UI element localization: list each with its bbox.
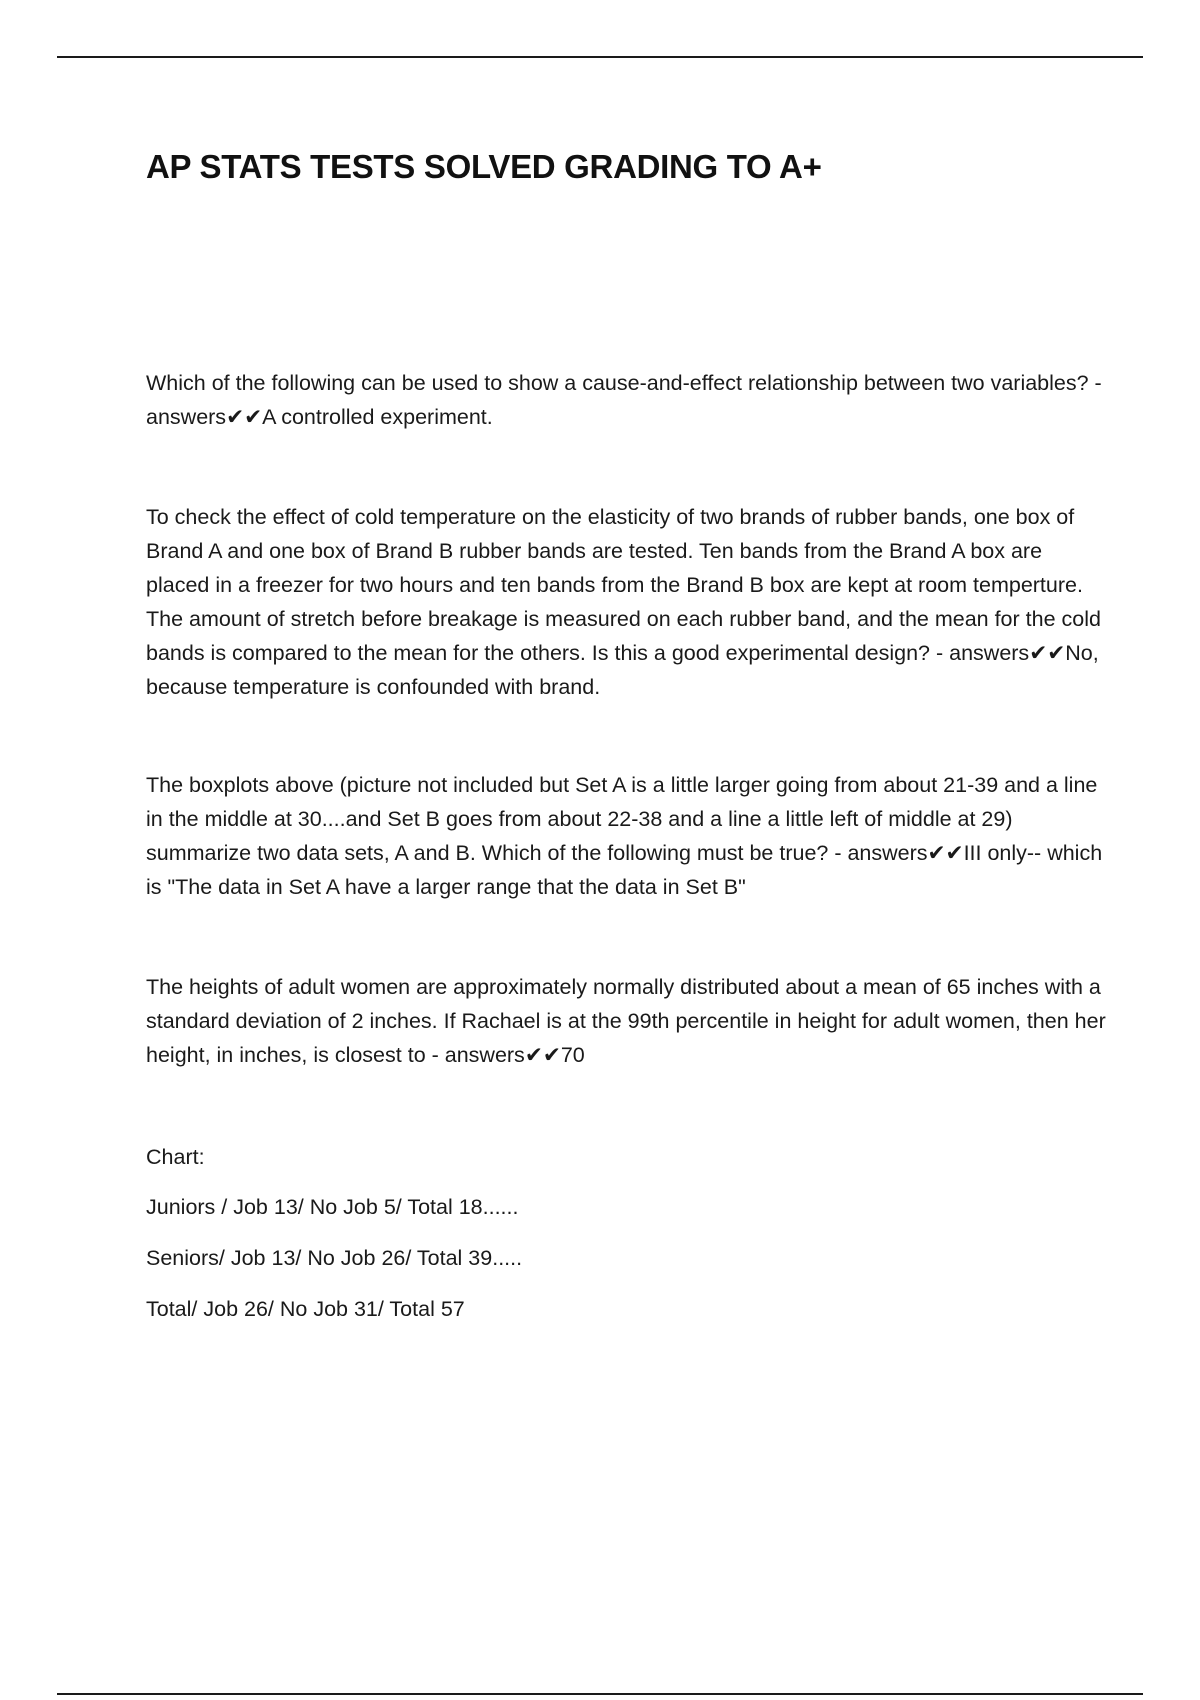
question-text: To check the effect of cold temperature on the elasticity of two brands of rubber bands, one box of Brand A and one box of Brand B rubber bands are tested. Ten bands from the Brand A box are placed in a freezer for two hours and ten bands from the Brand B box are kept at room temperture. The amount of stretch before breakage is measured on each rubber band, and the mean for the cold bands is compared to the mean for the others. Is this a good experimental design? - answers xyxy=(146,505,1101,665)
qa-item-2 xyxy=(146,500,1106,704)
document-title: AP STATS TESTS SOLVED GRADING TO A+ xyxy=(146,148,822,185)
chart-heading: Chart: xyxy=(146,1145,205,1169)
answer-text: No, because temperature is confounded with brand. xyxy=(146,641,1099,699)
question-text: Which of the following can be used to show a cause-and-effect relationship between two variables? - answers xyxy=(146,371,1102,429)
answer-text: A controlled experiment. xyxy=(262,405,493,429)
answer-text: 70 xyxy=(560,1043,585,1067)
qa-item-3 xyxy=(146,768,1106,904)
answer-text: III only-- which is "The data in Set A have a larger range that the data in Set B" xyxy=(146,841,1103,899)
checkmark-icon: ✔✔ xyxy=(927,841,964,865)
question-text: The heights of adult women are approximately normally distributed about a mean of 65 inches with a standard deviation of 2 inches. If Rachael is at the 99th percentile in height for adult women, then her height, in inches, is closest to - answers xyxy=(146,975,1106,1067)
checkmark-icon: ✔✔ xyxy=(524,1043,561,1067)
chart-row-juniors: Juniors / Job 13/ No Job 5/ Total 18...... xyxy=(146,1195,519,1219)
bottom-divider xyxy=(57,1693,1143,1695)
top-divider xyxy=(57,56,1143,58)
chart-row-total: Total/ Job 26/ No Job 31/ Total 57 xyxy=(146,1297,465,1321)
chart-row-seniors: Seniors/ Job 13/ No Job 26/ Total 39..... xyxy=(146,1246,523,1270)
checkmark-icon: ✔✔ xyxy=(226,405,263,429)
question-text: The boxplots above (picture not included but Set A is a little larger going from about 21-39 and a line in the middle at 30....and Set B goes from about 22-38 and a line a little left of middle at 29) summarize two data sets, A and B. Which of the following must be true? - answers xyxy=(146,773,1098,865)
qa-item-1 xyxy=(146,366,1106,434)
checkmark-icon: ✔✔ xyxy=(1029,641,1066,665)
qa-item-4 xyxy=(146,970,1106,1072)
